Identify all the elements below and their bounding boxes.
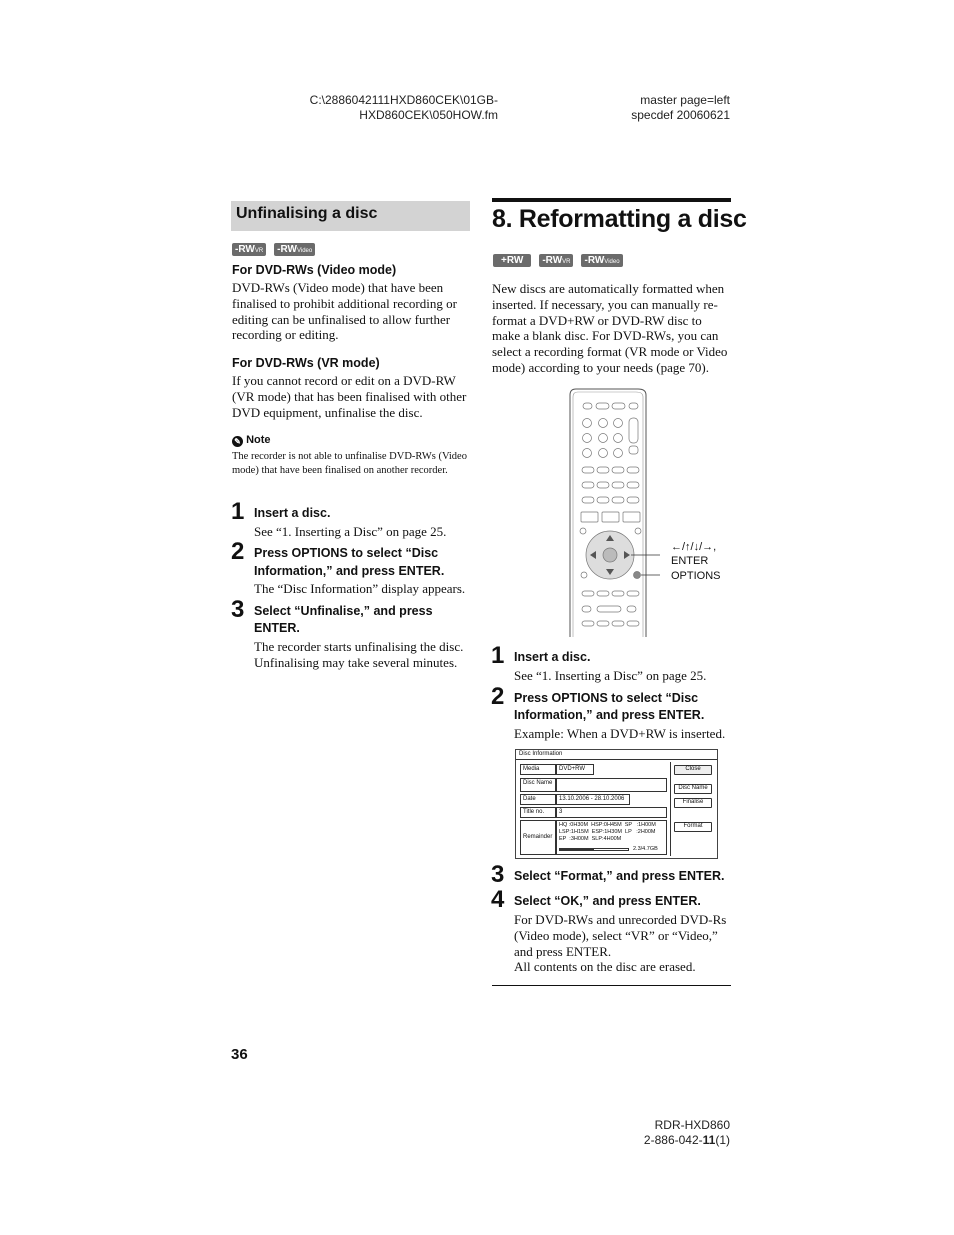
left-step-2-desc: The “Disc Information” display appears.	[254, 581, 466, 596]
finalise-button[interactable]: Finalise	[674, 798, 712, 808]
right-step-4-desc-l2: (Video mode), select “VR” or “Video,”	[514, 927, 718, 943]
badge-rw-vr: -RWVR	[232, 243, 266, 256]
file-path-line1: C:\2886042111HXD860CEK\01GB-	[309, 93, 498, 107]
file-path-line2: HXD860CEK\050HOW.fm	[359, 108, 498, 122]
master-page-info	[560, 93, 730, 123]
close-button[interactable]: Close	[674, 765, 712, 775]
right-step-4-title: Select “OK,” and press ENTER.	[514, 894, 701, 908]
format-button[interactable]: Format	[674, 822, 712, 832]
remainder-line3: EP :3H00M SLP:4H00M	[559, 836, 622, 842]
right-step-1-title: Insert a disc.	[514, 650, 591, 664]
disc-information-screen	[515, 749, 718, 859]
note-text: The recorder is not able to unfinalise DVD-RWs (Video mode) that have been finalised on another recorder.	[232, 451, 467, 476]
options-label: OPTIONS	[671, 570, 721, 582]
left-step-3-title-l1: Select “Unfinalise,” and press	[254, 604, 433, 618]
footer-model-info	[560, 1118, 730, 1148]
title-top-rule	[492, 198, 731, 202]
left-step-1-number: 1	[231, 498, 245, 525]
capacity-bar	[559, 848, 629, 851]
page-title: 8. Reformatting a disc	[492, 205, 747, 233]
video-mode-heading: For DVD-RWs (Video mode)	[232, 263, 397, 277]
left-step-3-number: 3	[231, 596, 245, 623]
left-badges	[232, 239, 319, 257]
right-step-4-desc-l4: All contents on the disc are erased.	[514, 959, 696, 975]
right-step-4-desc-l3: and press ENTER.	[514, 943, 612, 959]
video-mode-text: DVD-RWs (Video mode) that have been finalised to prohibit additional recording or editing can be unfinalised to allow further recording or editing.	[232, 280, 457, 343]
right-step-4-desc-l1: For DVD-RWs and unrecorded DVD-Rs	[514, 912, 727, 927]
remainder-line1: HQ :0H30M HSP:0H45M SP :1H00M	[559, 822, 656, 828]
badge-rw-video: -RWVideo	[274, 243, 315, 256]
disc-name-field	[556, 778, 667, 792]
capacity-bar-fill	[560, 849, 594, 850]
left-step-1-title: Insert a disc.	[254, 506, 331, 520]
title-no-label: Title no.	[520, 807, 556, 818]
screen-title-divider	[516, 759, 717, 760]
disc-name-label: Disc Name	[520, 778, 556, 792]
right-step-2-number: 2	[491, 683, 505, 710]
model-number: RDR-HXD860	[654, 1118, 730, 1132]
badge-plus-rw: +RW	[493, 254, 531, 267]
media-value: DVD+RW	[556, 764, 594, 775]
vr-mode-heading: For DVD-RWs (VR mode)	[232, 356, 380, 370]
right-step-2-title-l2: Information,” and press ENTER.	[514, 708, 705, 722]
left-step-2-title-l1: Press OPTIONS to select “Disc	[254, 546, 439, 560]
badge-rw-video: -RWVideo	[581, 254, 622, 267]
page-number: 36	[231, 1046, 248, 1063]
section-heading-bar	[231, 201, 470, 231]
right-step-1-desc: See “1. Inserting a Disc” on page 25.	[514, 668, 707, 683]
media-label: Media	[520, 764, 556, 775]
right-step-1-number: 1	[491, 642, 505, 669]
remainder-label: Remainder	[520, 820, 556, 855]
left-step-1-desc: See “1. Inserting a Disc” on page 25.	[254, 524, 447, 539]
file-path	[300, 93, 498, 123]
right-step-3-number: 3	[491, 861, 505, 888]
date-value: 13.10.2006 - 28.10.2006	[556, 794, 630, 805]
left-step-2-number: 2	[231, 538, 245, 565]
arrows-label: ←/↑/↓/→,	[671, 541, 717, 553]
disc-name-button[interactable]: Disc Name	[674, 784, 712, 794]
master-line1: master page=left	[640, 93, 730, 107]
arrows-enter-annotation	[671, 540, 716, 568]
left-step-3-desc-l2: Unfinalising may take several minutes.	[254, 655, 458, 670]
section-title: Unfinalising a disc	[236, 205, 378, 222]
note-icon: ✎	[232, 436, 243, 447]
right-step-2-title-l1: Press OPTIONS to select “Disc	[514, 691, 699, 705]
document-code: 2-886-042-11(1)	[643, 1133, 730, 1147]
intro-text: New discs are automatically formatted when inserted. If necessary, you can manually re-format a DVD+RW or DVD-RW disc to make a blank disc. For DVD-RWs, you can select a recording format (VR mode or Video mode) according to your needs (page 70).	[492, 281, 728, 375]
remote-control-illustration	[560, 385, 660, 638]
right-step-4-desc	[514, 912, 732, 975]
left-step-3-title-l2: ENTER.	[254, 621, 300, 635]
left-step-3-desc-l1: The recorder starts unfinalising the disc.	[254, 639, 464, 654]
section-end-rule	[492, 985, 731, 986]
capacity-text: 2.3/4.7GB	[633, 846, 658, 852]
date-label: Date	[520, 794, 556, 805]
title-no-value: 3	[556, 807, 667, 818]
screen-vertical-divider	[670, 762, 671, 856]
note-heading	[232, 434, 271, 447]
note-label: Note	[246, 434, 271, 446]
enter-label: ENTER	[671, 555, 709, 567]
badge-rw-vr: -RWVR	[539, 254, 573, 267]
right-step-4-number: 4	[491, 886, 505, 913]
master-line2: specdef 20060621	[631, 108, 730, 122]
screen-title: Disc Information	[519, 751, 563, 757]
vr-mode-text: If you cannot record or edit on a DVD-RW (VR mode) that has been finalised with other DVD equipment, unfinalise the disc.	[232, 373, 467, 420]
right-step-3-title: Select “Format,” and press ENTER.	[514, 869, 725, 883]
remainder-line2: LSP:1H15M ESP:1H30M LP :2H00M	[559, 829, 656, 835]
right-step-2-desc: Example: When a DVD+RW is inserted.	[514, 726, 726, 741]
right-badges	[493, 250, 627, 268]
left-step-2-title-l2: Information,” and press ENTER.	[254, 564, 445, 578]
